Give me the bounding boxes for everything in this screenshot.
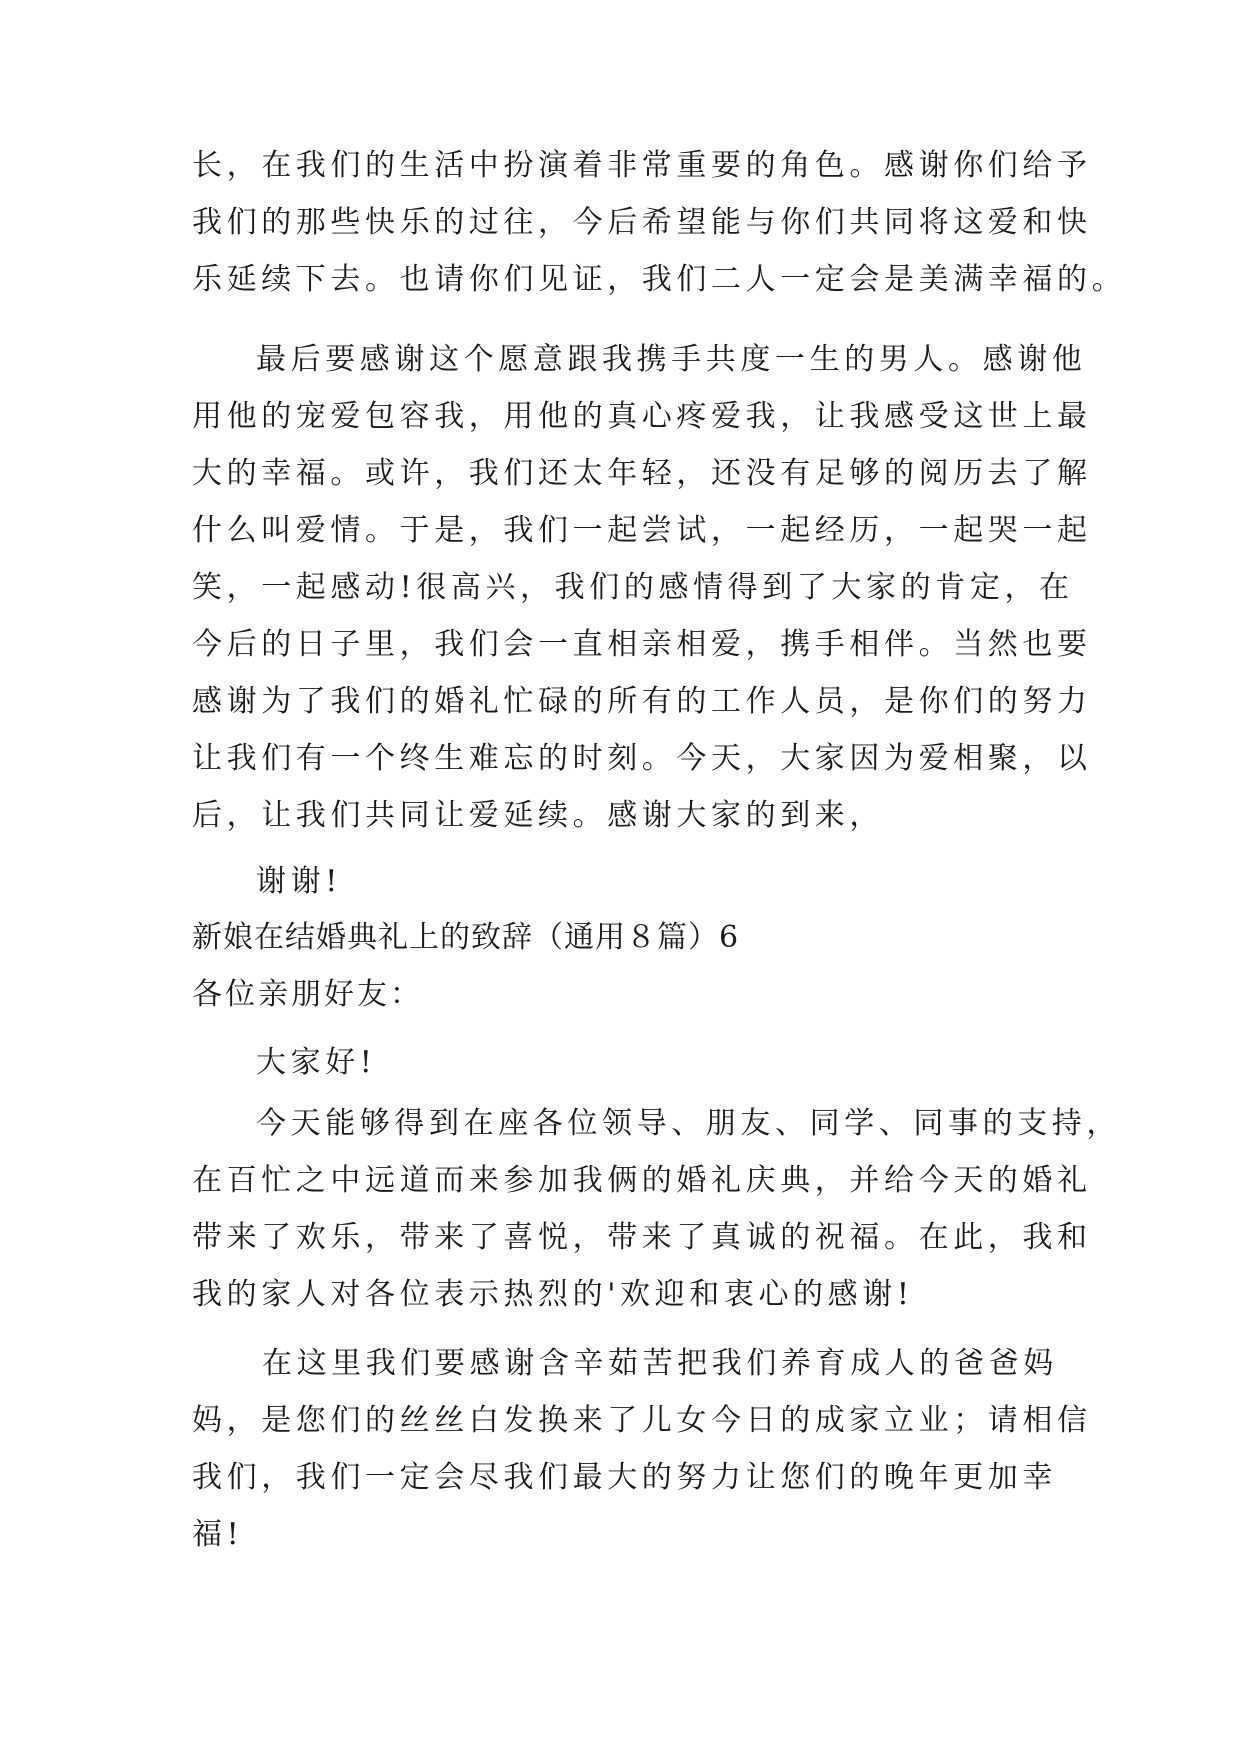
paragraph-line: 在百忙之中远道而来参加我俩的婚礼庆典，并给今天的婚礼	[192, 1163, 1092, 1198]
paragraph-line: 今天能够得到在座各位领导、朋友、同学、同事的支持，	[256, 1106, 1121, 1141]
paragraph-line: 大的幸福。或许，我们还太年轻，还没有足够的阅历去了解	[192, 456, 1092, 491]
paragraph-line: 我们，我们一定会尽我们最大的努力让您们的晚年更加幸	[192, 1460, 1057, 1495]
paragraph-line: 乐延续下去。也请你们见证，我们二人一定会是美满幸福的。	[192, 262, 1127, 297]
closing-thanks: 谢谢!	[256, 864, 342, 899]
paragraph-line: 用他的宠爱包容我，用他的真心疼爱我，让我感受这世上最	[192, 399, 1092, 434]
paragraph-line: 笑，一起感动!很高兴，我们的感情得到了大家的肯定，在	[192, 570, 1074, 605]
paragraph-line: 长，在我们的生活中扮演着非常重要的角色。感谢你们给予	[192, 148, 1092, 183]
paragraph-line: 什么叫爱情。于是，我们一起尝试，一起经历，一起哭一起	[192, 513, 1092, 548]
greeting: 大家好!	[256, 1045, 377, 1080]
paragraph-line: 带来了欢乐，带来了喜悦，带来了真诚的祝福。在此，我和	[192, 1220, 1092, 1255]
paragraph-line: 在这里我们要感谢含辛茹苦把我们养育成人的爸爸妈	[262, 1346, 1058, 1381]
paragraph-line: 感谢为了我们的婚礼忙碌的所有的工作人员，是你们的努力	[192, 684, 1092, 719]
paragraph-line: 我的家人对各位表示热烈的'欢迎和衷心的感谢!	[192, 1277, 914, 1312]
paragraph-line: 妈，是您们的丝丝白发换来了儿女今日的成家立业；请相信	[192, 1403, 1092, 1438]
paragraph-line: 我们的那些快乐的过往，今后希望能与你们共同将这爱和快	[192, 205, 1092, 240]
paragraph-line: 让我们有一个终生难忘的时刻。今天，大家因为爱相聚，以	[192, 741, 1092, 776]
section-title: 新娘在结婚典礼上的致辞（通用８篇）6	[192, 920, 740, 955]
paragraph-line: 后，让我们共同让爱延续。感谢大家的到来，	[192, 798, 884, 833]
paragraph-line: 今后的日子里，我们会一直相亲相爱，携手相伴。当然也要	[192, 627, 1092, 662]
salutation: 各位亲朋好友：	[192, 977, 423, 1012]
paragraph-line: 福!	[192, 1517, 244, 1552]
paragraph-line: 最后要感谢这个愿意跟我携手共度一生的男人。感谢他	[256, 342, 1087, 377]
